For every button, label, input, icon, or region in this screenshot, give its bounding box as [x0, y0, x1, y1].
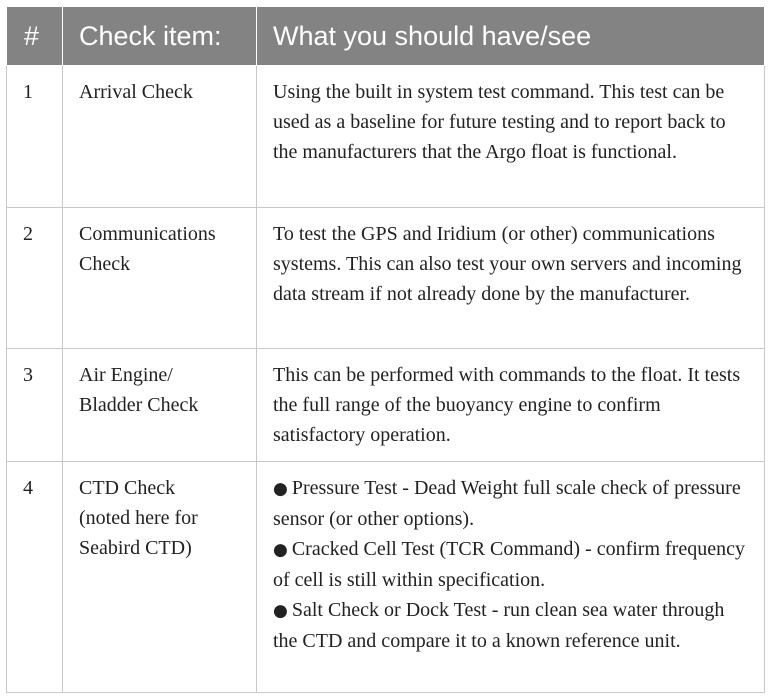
check-item-line: Bladder Check	[79, 394, 199, 416]
table-row	[7, 462, 765, 693]
check-item-line: Seabird CTD)	[79, 537, 192, 559]
row-check-item	[63, 208, 257, 349]
table-row	[7, 66, 765, 208]
bullet-icon: ●	[273, 479, 288, 499]
header-row	[7, 7, 765, 66]
bullet-item	[273, 473, 752, 534]
row-number: 1	[7, 66, 63, 208]
row-number: 2	[7, 208, 63, 349]
bullet-item	[273, 534, 752, 595]
row-description: To test the GPS and Iridium (or other) communications systems. This can also test your own servers and incoming data stream if not already done by the manufacturer.	[257, 208, 765, 349]
check-item-line: Arrival Check	[79, 81, 193, 103]
header-description: What you should have/see	[257, 7, 765, 66]
row-number: 4	[7, 462, 63, 693]
row-description: Using the built in system test command. This test can be used as a baseline for future testing and to report back to the manufacturers that the Argo float is functional.	[257, 66, 765, 208]
check-item-line: Communications	[79, 223, 216, 245]
check-item-line: CTD Check	[79, 477, 176, 499]
check-item-line: Check	[79, 253, 131, 275]
table-row	[7, 208, 765, 349]
row-check-item	[63, 462, 257, 693]
bullet-text: Pressure Test - Dead Weight full scale check of pressure sensor (or other options).	[273, 477, 741, 530]
check-item-line: Air Engine/	[79, 364, 173, 386]
row-number: 3	[7, 349, 63, 462]
bullet-icon: ●	[273, 540, 288, 560]
bullet-item	[273, 595, 752, 656]
header-check-item: Check item:	[63, 7, 257, 66]
check-item-line: (noted here for	[79, 507, 198, 529]
row-check-item	[63, 349, 257, 462]
header-number: #	[7, 7, 63, 66]
row-description	[257, 462, 765, 693]
bullet-icon: ●	[273, 601, 288, 621]
check-table	[6, 6, 765, 693]
bullet-text: Cracked Cell Test (TCR Command) - confirm frequency of cell is still within specification.	[273, 538, 745, 591]
bullet-text: Salt Check or Dock Test - run clean sea water through the CTD and compare it to a known reference unit.	[273, 599, 725, 652]
table-row	[7, 349, 765, 462]
row-description: This can be performed with commands to the float. It tests the full range of the buoyancy engine to confirm satisfactory operation.	[257, 349, 765, 462]
row-check-item	[63, 66, 257, 208]
